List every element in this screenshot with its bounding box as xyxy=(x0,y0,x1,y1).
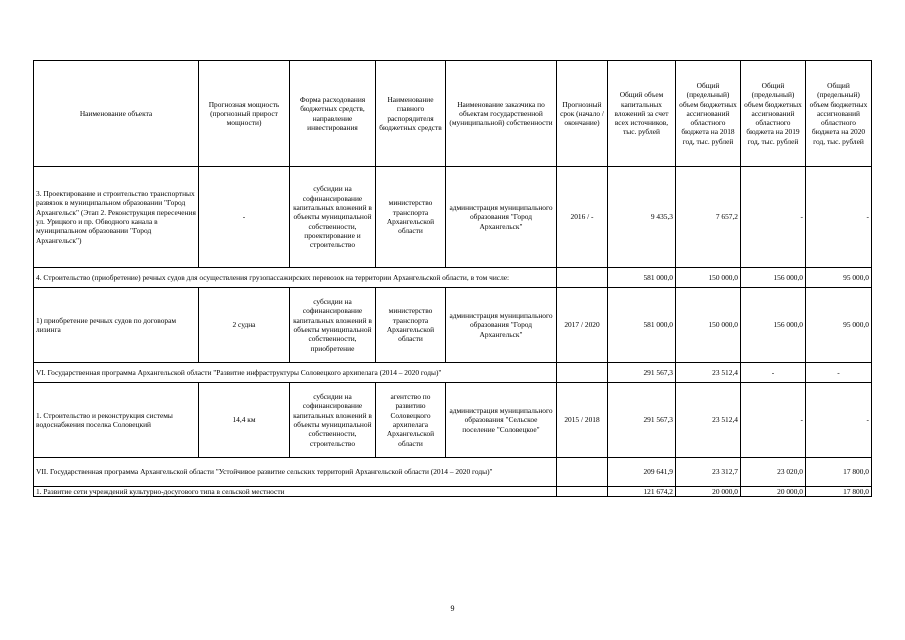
row-2020: 17 800,0 xyxy=(806,487,872,497)
table-row xyxy=(34,167,872,268)
row-2019: - xyxy=(741,383,806,458)
section-row xyxy=(34,268,872,288)
section-2019: - xyxy=(741,363,806,383)
row-form: субсидии на софинансирование капитальных вложений в объекты муниципальной собственности, приобретение xyxy=(290,288,376,363)
header-capacity: Прогнозная мощность (прогнозный прирост мощности) xyxy=(199,61,290,167)
header-2020: Общий (предельный) объем бюджетных ассигнований областного бюджета на 2020 год, тыс. рублей xyxy=(806,61,872,167)
table-row xyxy=(34,288,872,363)
row-name: 1. Строительство и реконструкция системы водоснабжения поселка Соловецкий xyxy=(34,383,199,458)
row-manager: агентство по развитию Соловецкого архипелага Архангельской области xyxy=(376,383,446,458)
row-form: субсидии на софинансирование капитальных вложений в объекты муниципальной собственности, проектирование и строительство xyxy=(290,167,376,268)
row-capacity: - xyxy=(199,167,290,268)
capital-investment-table xyxy=(33,60,872,497)
row-2020: - xyxy=(806,383,872,458)
row-form: субсидии на софинансирование капитальных вложений в объекты муниципальной собственности, строительство xyxy=(290,383,376,458)
row-2018: 7 657,2 xyxy=(676,167,741,268)
header-form: Форма расходования бюджетных средств, направление инвестирования xyxy=(290,61,376,167)
row-2020: 95 000,0 xyxy=(806,288,872,363)
table-header-row xyxy=(34,61,872,167)
section-total: 209 641,9 xyxy=(608,458,676,487)
row-total: 581 000,0 xyxy=(608,288,676,363)
section-name: 4. Строительство (приобретение) речных судов для осуществления грузопассажирских перевозок на территории Архангельской области, в том числе: xyxy=(34,268,557,288)
row-name: 1) приобретение речных судов по договорам лизинга xyxy=(34,288,199,363)
table-row xyxy=(34,487,872,497)
table-row xyxy=(34,383,872,458)
section-term xyxy=(557,363,608,383)
row-2019: - xyxy=(741,167,806,268)
header-term: Прогнозный срок (начало / окончание) xyxy=(557,61,608,167)
row-capacity: 14,4 км xyxy=(199,383,290,458)
row-manager: министерство транспорта Архангельской области xyxy=(376,167,446,268)
row-term: 2017 / 2020 xyxy=(557,288,608,363)
section-total: 581 000,0 xyxy=(608,268,676,288)
section-name: VII. Государственная программа Архангельской области "Устойчивое развитие сельских территорий Архангельской области (2014 – 2020 годы)" xyxy=(34,458,557,487)
row-customer: администрация муниципального образования "Сельское поселение "Соловецкое" xyxy=(446,383,557,458)
row-total: 291 567,3 xyxy=(608,383,676,458)
row-capacity: 2 судна xyxy=(199,288,290,363)
section-2019: 156 000,0 xyxy=(741,268,806,288)
header-2019: Общий (предельный) объем бюджетных ассигнований областного бюджета на 2019 год, тыс. рублей xyxy=(741,61,806,167)
row-2018: 23 512,4 xyxy=(676,383,741,458)
section-2020: - xyxy=(806,363,872,383)
row-term: 2016 / - xyxy=(557,167,608,268)
section-term xyxy=(557,268,608,288)
row-2019: 20 000,0 xyxy=(741,487,806,497)
header-manager: Наименование главного распорядителя бюджетных средств xyxy=(376,61,446,167)
row-total: 121 674,2 xyxy=(608,487,676,497)
section-2018: 23 312,7 xyxy=(676,458,741,487)
row-name: 3. Проектирование и строительство транспортных развязок в муниципальном образовании "Город Архангельск" (Этап 2. Реконструкция пересечения ул. Урицкого и пр. Обводного канала в муниципальном образовании "Город Архангельск") xyxy=(34,167,199,268)
row-2018: 150 000,0 xyxy=(676,288,741,363)
header-name: Наименование объекта xyxy=(34,61,199,167)
row-2020: - xyxy=(806,167,872,268)
row-term xyxy=(557,487,608,497)
row-2019: 156 000,0 xyxy=(741,288,806,363)
row-total: 9 435,3 xyxy=(608,167,676,268)
row-customer: администрация муниципального образования "Город Архангельск" xyxy=(446,288,557,363)
page-number: 9 xyxy=(450,604,455,613)
section-2020: 95 000,0 xyxy=(806,268,872,288)
row-term: 2015 / 2018 xyxy=(557,383,608,458)
section-term xyxy=(557,458,608,487)
section-2018: 150 000,0 xyxy=(676,268,741,288)
section-row xyxy=(34,363,872,383)
header-2018: Общий (предельный) объем бюджетных ассигнований областного бюджета на 2018 год, тыс. рублей xyxy=(676,61,741,167)
header-total: Общий объем капитальных вложений за счет всех источников, тыс. рублей xyxy=(608,61,676,167)
section-2018: 23 512,4 xyxy=(676,363,741,383)
header-customer: Наименование заказчика по объектам государственной (муниципальной) собственности xyxy=(446,61,557,167)
section-2020: 17 800,0 xyxy=(806,458,872,487)
section-2019: 23 020,0 xyxy=(741,458,806,487)
row-manager: министерство транспорта Архангельской области xyxy=(376,288,446,363)
section-total: 291 567,3 xyxy=(608,363,676,383)
row-name: 1. Развитие сети учреждений культурно-досугового типа в сельской местности xyxy=(34,487,557,497)
row-customer: администрация муниципального образования "Город Архангельск" xyxy=(446,167,557,268)
section-row xyxy=(34,458,872,487)
row-2018: 20 000,0 xyxy=(676,487,741,497)
section-name: VI. Государственная программа Архангельской области "Развитие инфраструктуры Соловецкого архипелага (2014 – 2020 годы)" xyxy=(34,363,557,383)
